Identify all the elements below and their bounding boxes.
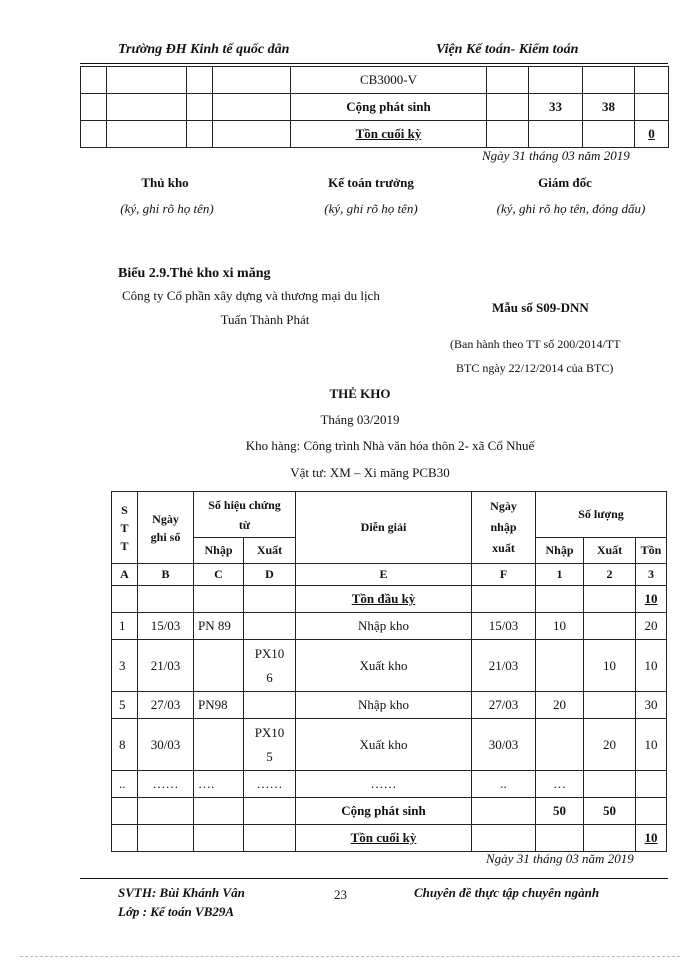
row-chung-tu-xuat [244, 825, 296, 852]
row-stt: 3 [112, 640, 138, 692]
top-table [80, 66, 669, 148]
table-row [112, 586, 667, 613]
row-stt: .. [112, 771, 138, 798]
top-empty-cell [81, 67, 107, 94]
row-ngay-nhap-xuat: 27/03 [472, 692, 536, 719]
top-empty-cell [187, 121, 213, 148]
row-stt: 8 [112, 719, 138, 771]
row-chung-tu-nhap [194, 640, 244, 692]
row-stt [112, 798, 138, 825]
header-institute: Viện Kế toán- Kiểm toán [436, 42, 579, 57]
row-chung-tu-nhap [194, 798, 244, 825]
row-sl-ton: 10 [636, 640, 667, 692]
date-line-2: Ngày 31 tháng 03 năm 2019 [486, 851, 634, 866]
footer-rule [80, 878, 668, 879]
header-so-luong: Số lượng [536, 492, 667, 538]
date-line-1: Ngày 31 tháng 03 năm 2019 [482, 148, 630, 163]
row-sl-ton: 10 [636, 719, 667, 771]
company-name-line-2: Tuấn Thành Phát [220, 312, 310, 327]
row-ngay-ghi-so: 30/03 [138, 719, 194, 771]
top-empty-cell [213, 94, 291, 121]
top-desc-cell: CB3000-V [291, 67, 487, 94]
header-so-hieu: Số hiệu chứng từ [194, 492, 296, 538]
signature-chief-accountant-note: (ký, ghi rõ họ tên) [324, 201, 418, 216]
row-sl-nhap: 10 [536, 613, 584, 640]
row-chung-tu-nhap: PN98 [194, 692, 244, 719]
row-sl-xuat: 50 [584, 798, 636, 825]
card-month: Tháng 03/2019 [320, 412, 400, 427]
row-ngay-nhap-xuat [472, 825, 536, 852]
top-table-row [81, 67, 669, 94]
top-table-row [81, 94, 669, 121]
table-row [112, 692, 667, 719]
top-nhap-cell [529, 121, 583, 148]
row-sl-xuat [584, 771, 636, 798]
row-ngay-ghi-so: …… [138, 771, 194, 798]
row-sl-nhap [536, 719, 584, 771]
row-sl-ton: 10 [636, 586, 667, 613]
top-nhap-cell [529, 67, 583, 94]
row-sl-ton: 30 [636, 692, 667, 719]
signature-director-title: Giám đốc [538, 175, 592, 190]
header-sl-ton: Tồn [636, 538, 667, 564]
row-ngay-ghi-so [138, 798, 194, 825]
signature-storekeeper-note: (ký, ghi rõ họ tên) [120, 201, 214, 216]
top-empty-cell [487, 67, 529, 94]
row-chung-tu-xuat [244, 692, 296, 719]
column-letter-A: A [112, 564, 138, 586]
company-name-line-1: Công ty Cổ phần xây dựng và thương mại du lịch [122, 288, 380, 303]
header-ngay-nhap-xuat: Ngày nhập xuất [472, 492, 536, 564]
row-sl-ton [636, 798, 667, 825]
column-letter-F: F [472, 564, 536, 586]
row-chung-tu-xuat-line1: …… [256, 776, 283, 791]
row-sl-ton: 10 [636, 825, 667, 852]
row-sl-nhap [536, 586, 584, 613]
row-dien-giai: Nhập kho [296, 692, 472, 719]
top-empty-cell [107, 94, 187, 121]
footer-topic: Chuyên đề thực tập chuyên ngành [414, 885, 600, 900]
row-chung-tu-xuat-line2: 6 [266, 669, 273, 685]
top-desc-cell: Cộng phát sinh [291, 94, 487, 121]
top-empty-cell [213, 121, 291, 148]
row-ngay-nhap-xuat: 21/03 [472, 640, 536, 692]
row-chung-tu-xuat [244, 586, 296, 613]
row-ngay-ghi-so [138, 825, 194, 852]
top-empty-cell [107, 121, 187, 148]
row-sl-ton [636, 771, 667, 798]
row-ngay-nhap-xuat: 15/03 [472, 613, 536, 640]
row-sl-xuat [584, 692, 636, 719]
row-ngay-nhap-xuat [472, 798, 536, 825]
top-empty-cell [81, 121, 107, 148]
footer-class: Lớp : Kế toán VB29A [118, 904, 235, 919]
row-sl-nhap: 50 [536, 798, 584, 825]
column-letter-3: 3 [636, 564, 667, 586]
top-xuat-cell [583, 121, 635, 148]
row-chung-tu-xuat-line1: PX10 [254, 724, 285, 740]
row-chung-tu-xuat [244, 771, 296, 798]
table-row [112, 798, 667, 825]
row-dien-giai: Xuất kho [296, 640, 472, 692]
top-table-row [81, 121, 669, 148]
table-row [112, 640, 667, 692]
top-ton-cell: 0 [635, 121, 669, 148]
signature-storekeeper-title: Thủ kho [141, 175, 189, 190]
header-stt: S T T [112, 492, 138, 564]
page-bottom-dashed-line [20, 956, 680, 957]
signature-director-note: (ký, ghi rõ họ tên, đóng dấu) [496, 201, 646, 216]
column-letter-1: 1 [536, 564, 584, 586]
row-dien-giai: …… [296, 771, 472, 798]
row-sl-xuat: 10 [584, 640, 636, 692]
table-row [112, 825, 667, 852]
row-sl-nhap [536, 825, 584, 852]
top-empty-cell [107, 67, 187, 94]
row-sl-nhap [536, 640, 584, 692]
table-row [112, 613, 667, 640]
form-note-1: (Ban hành theo TT số 200/2014/TT [450, 337, 621, 351]
card-material: Vật tư: XM – Xi măng PCB30 [290, 465, 450, 480]
table-row [112, 771, 667, 798]
row-sl-xuat [584, 613, 636, 640]
top-empty-cell [487, 121, 529, 148]
row-ngay-ghi-so [138, 586, 194, 613]
row-chung-tu-nhap: PN 89 [194, 613, 244, 640]
row-dien-giai: Tồn đầu kỳ [296, 586, 472, 613]
header-sl-nhap: Nhập [536, 538, 584, 564]
header-ct-nhap: Nhập [194, 538, 244, 564]
row-sl-xuat: 20 [584, 719, 636, 771]
top-ton-cell [635, 94, 669, 121]
top-xuat-cell [583, 67, 635, 94]
form-note-2: BTC ngày 22/12/2014 của BTC) [456, 361, 614, 375]
top-empty-cell [187, 67, 213, 94]
row-ngay-ghi-so: 15/03 [138, 613, 194, 640]
row-stt: 1 [112, 613, 138, 640]
row-ngay-nhap-xuat: .. [472, 771, 536, 798]
row-chung-tu-nhap [194, 719, 244, 771]
top-empty-cell [213, 67, 291, 94]
stock-card-table [111, 491, 667, 852]
top-empty-cell [187, 94, 213, 121]
header-school: Trường ĐH Kinh tế quốc dân [118, 42, 290, 57]
row-sl-xuat [584, 825, 636, 852]
table-row [112, 719, 667, 771]
row-dien-giai: Cộng phát sinh [296, 798, 472, 825]
top-empty-cell [487, 94, 529, 121]
row-sl-ton: 20 [636, 613, 667, 640]
card-title: THẺ KHO [329, 386, 391, 401]
row-stt [112, 586, 138, 613]
row-ngay-ghi-so: 27/03 [138, 692, 194, 719]
footer-student: SVTH: Bùi Khánh Vân [118, 885, 245, 900]
column-letter-D: D [244, 564, 296, 586]
column-letter-C: C [194, 564, 244, 586]
row-chung-tu-xuat [244, 719, 296, 771]
top-ton-cell [635, 67, 669, 94]
header-sl-xuat: Xuất [584, 538, 636, 564]
footer-page-number: 23 [334, 887, 347, 902]
section-title: Biểu 2.9.Thẻ kho xi măng [118, 266, 271, 281]
row-ngay-nhap-xuat: 30/03 [472, 719, 536, 771]
column-letter-2: 2 [584, 564, 636, 586]
row-sl-xuat [584, 586, 636, 613]
column-letter-B: B [138, 564, 194, 586]
card-warehouse: Kho hàng: Công trình Nhà văn hóa thôn 2- xã Cổ Nhuế [245, 438, 535, 453]
header-ngay-ghi-so: Ngày ghi sổ [138, 492, 194, 564]
row-chung-tu-nhap [194, 586, 244, 613]
signature-chief-accountant-title: Kế toán trưởng [328, 175, 414, 190]
header-rule [80, 63, 668, 64]
top-empty-cell [81, 94, 107, 121]
row-chung-tu-nhap: …. [194, 771, 244, 798]
top-desc-cell: Tồn cuối kỳ [291, 121, 487, 148]
top-xuat-cell: 38 [583, 94, 635, 121]
row-chung-tu-xuat [244, 798, 296, 825]
row-chung-tu-nhap [194, 825, 244, 852]
form-code: Mẫu số S09-DNN [492, 300, 589, 315]
row-dien-giai: Tồn cuối kỳ [296, 825, 472, 852]
row-chung-tu-xuat-line2: 5 [266, 748, 273, 764]
row-ngay-ghi-so: 21/03 [138, 640, 194, 692]
row-ngay-nhap-xuat [472, 586, 536, 613]
row-chung-tu-xuat [244, 640, 296, 692]
header-dien-giai: Diễn giải [296, 492, 472, 564]
row-sl-nhap: 20 [536, 692, 584, 719]
column-letter-E: E [296, 564, 472, 586]
row-stt [112, 825, 138, 852]
header-ct-xuat: Xuất [244, 538, 296, 564]
row-dien-giai: Xuất kho [296, 719, 472, 771]
row-chung-tu-xuat-line1: PX10 [254, 645, 285, 661]
top-nhap-cell: 33 [529, 94, 583, 121]
row-chung-tu-xuat [244, 613, 296, 640]
row-sl-nhap: … [536, 771, 584, 798]
row-stt: 5 [112, 692, 138, 719]
row-dien-giai: Nhập kho [296, 613, 472, 640]
